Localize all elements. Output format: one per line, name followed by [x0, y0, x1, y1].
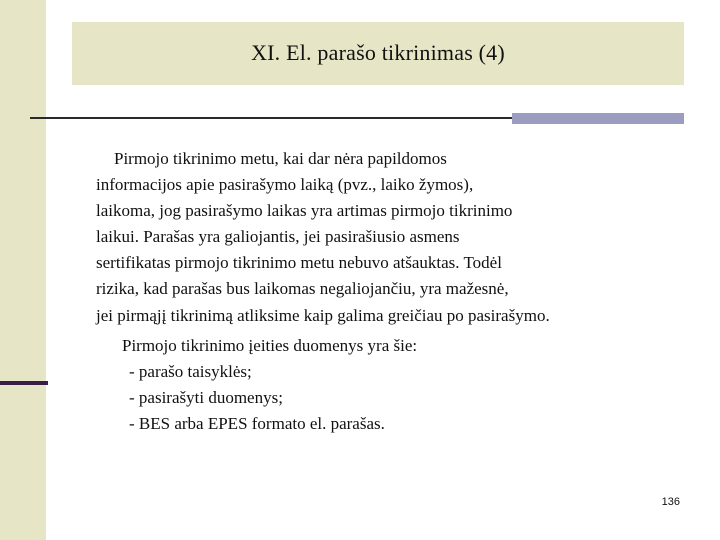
- slide-title: XI. El. parašo tikrinimas (4): [251, 40, 505, 65]
- list-item: - BES arba EPES formato el. parašas.: [129, 413, 385, 433]
- paragraph-line: rizika, kad parašas bus laikomas negaliojančiu, yra mažesnė,: [96, 279, 509, 299]
- paragraph-line: Pirmojo tikrinimo metu, kai dar nėra papildomos: [114, 149, 447, 168]
- paragraph-intro: Pirmojo tikrinimo įeities duomenys yra šie:: [122, 335, 418, 355]
- paragraph-line: jei pirmąjį tikrinimą atliksime kaip galima greičiau po pasirašymo.: [96, 305, 550, 325]
- list-item: - parašo taisyklės;: [129, 361, 252, 381]
- paragraph-line: sertifikatas pirmojo tikrinimo metu nebuvo atšauktas. Todėl: [96, 253, 502, 273]
- slide-body: [96, 146, 696, 437]
- side-accent-mark: [0, 381, 48, 385]
- list-item: - pasirašyti duomenys;: [129, 387, 283, 407]
- paragraph-line: laikui. Parašas yra galiojantis, jei pasirašiusio asmens: [96, 227, 460, 247]
- paragraph-line: informacijos apie pasirašymo laiką (pvz., laiko žymos),: [96, 175, 474, 195]
- accent-bar: [512, 113, 684, 124]
- page-number: 136: [661, 496, 680, 508]
- left-decorative-band: [0, 0, 46, 540]
- paragraph-line: laikoma, jog pasirašymo laikas yra artimas pirmojo tikrinimo: [96, 201, 513, 221]
